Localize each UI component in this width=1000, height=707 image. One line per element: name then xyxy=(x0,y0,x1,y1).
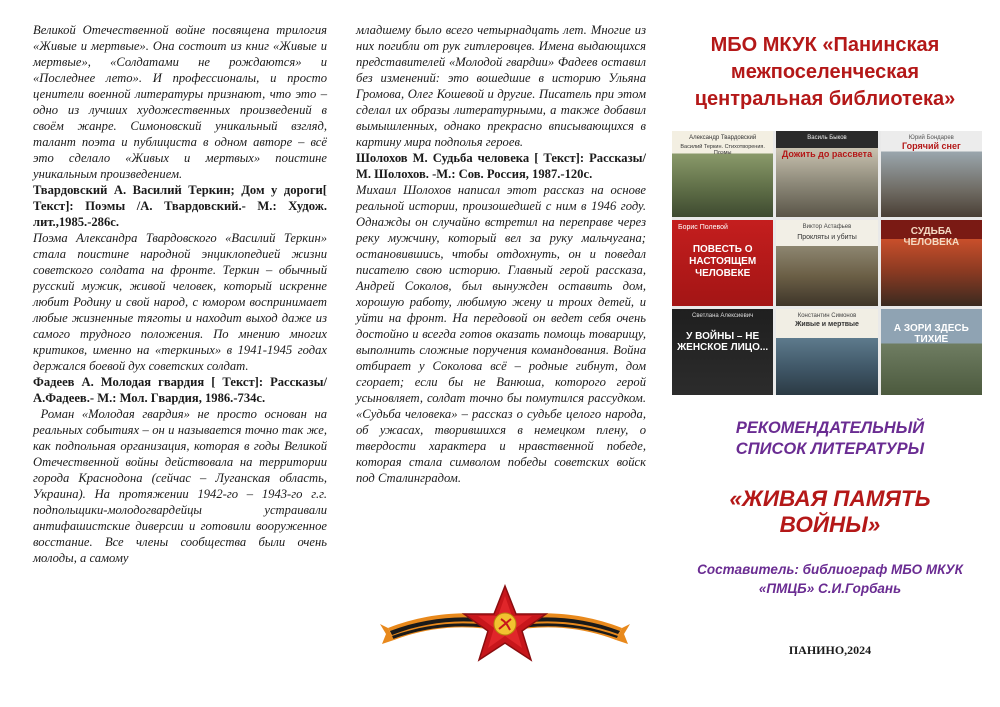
cover-author: Константин Симонов xyxy=(797,313,857,319)
book-cover-terkin xyxy=(672,131,773,217)
cover-title: СУДЬБА ЧЕЛОВЕКА xyxy=(903,226,960,248)
cover-title: Горячий снег xyxy=(901,141,961,151)
city-year: ПАНИНО,2024 xyxy=(788,643,872,657)
book-cover-sudba xyxy=(881,220,982,306)
list-type-line: РЕКОМЕНДАТЕЛЬНЫЙ xyxy=(735,419,925,437)
cover-author: Юрий Бондарев xyxy=(908,135,954,141)
book-covers-collage xyxy=(672,131,982,395)
compiler-line: Составитель: библиограф МБО МКУК xyxy=(697,562,963,577)
left-text-column xyxy=(33,22,331,566)
bib-entry-sudba-cheloveka: Шолохов М. Судьба человека [ Текст]: Рассказы/М. Шолохов. -М.: Сов. Россия, 1987.-120с. xyxy=(356,151,646,181)
cover-author: Василь Быков xyxy=(807,135,847,141)
red-star-icon xyxy=(464,586,546,660)
cover-title: Живые и мертвые xyxy=(795,321,859,328)
bib-entry-molodaya-gvardia: Фадеев А. Молодая гвардия [ Текст]: Рассказы/А.Фадеев.- М.: Мол. Гвардия, 1986.-734с. xyxy=(33,375,327,405)
middle-text-column xyxy=(356,22,646,486)
compiler-credit xyxy=(670,560,990,598)
intro-paragraph: Великой Отечественной войне посвящена трилогия «Живые и мертвые». Она состоит из книг «Живые и мертвые», «Солдатами не рождаются» и «Последнее лето». И профессионалы, и просто ценители военной литературы признают, что это – одно из лучших художественных произведений в своём жанре. Симоновский уникальный взгляд, талант поэта и публициста в одном авторе – всё это сделало «Живых и мертвых» поистине уникальным произведением. xyxy=(33,23,327,181)
book-cover-dozhit xyxy=(776,131,877,217)
cover-title: У ВОЙНЫ – НЕ ЖЕНСКОЕ ЛИЦО... xyxy=(677,331,769,353)
annotation-terkin: Поэма Александра Твардовского «Василий Теркин» стала поистине народной энциклопедией жизни советского солдата на фронте. Теркин – обычный русский мужик, живой человек, который искренне любит Родину и свой народ, с юмором воспринимает любые жизненные тяготы и находит выход даже из самого трудного положения. По мнению многих критиков, именно на «теркиных» в 1941-1945 годах держался боевой дух советских солдат. xyxy=(33,231,327,373)
library-name xyxy=(670,32,980,113)
cover-author: Александр Твардовский xyxy=(689,135,757,141)
cover-author: Светлана Алексиевич xyxy=(692,313,754,319)
cover-panel xyxy=(660,0,1000,707)
cover-author: Виктор Астафьев xyxy=(802,224,852,230)
book-cover-proklyaty xyxy=(776,220,877,306)
bib-entry-terkin: Твардовский А. Василий Теркин; Дом у дороги[ Текст]: Поэмы /А. Твардовский.- М.: Худож. лит.,1985.-286с. xyxy=(33,183,327,229)
list-type-heading xyxy=(680,418,980,460)
library-name-line: МБО МКУК «Панинская xyxy=(710,34,940,56)
book-cover-a-zori xyxy=(881,309,982,395)
cover-title: А ЗОРИ ЗДЕСЬ ТИХИЕ xyxy=(893,323,969,345)
cover-author: Борис Полевой xyxy=(678,224,728,231)
cover-title: Прокляты и убиты xyxy=(797,234,857,241)
annotation-molodaya-gvardia: Роман «Молодая гвардия» не просто основан на реальных событиях – он и называется точно так же, как подпольная организация, которая в годы Великой Отечественной войны действовала на территории города Краснодона (сейчас – Луганская область, Украина). На протяжении 1942-го – 1943-го г.г. подпольщики-молодогвардейцы устраивали антифашистские диверсии и готовили вооруженное восстание. Все члены сообщества были очень молоды, а самому xyxy=(33,407,331,565)
book-cover-u-voyny xyxy=(672,309,773,395)
compiler-line: «ПМЦБ» С.И.Горбань xyxy=(758,581,902,596)
booklet-title xyxy=(680,486,980,538)
cover-title: ПОВЕСТЬ О НАСТОЯЩЕМ ЧЕЛОВЕКЕ xyxy=(689,244,757,279)
book-cover-goryachiy-sneg xyxy=(881,131,982,217)
annotation-sudba-cheloveka: Михаил Шолохов написал этот рассказ на основе реальной истории, произошедшей с ним в 1946 году. Однажды он случайно встретил на переправе через реку мужчину, который вел за руку мальчугана; остановившись, чтобы отдохнуть, он и поведал писателю свою историю. Главный герой рассказа, Андрей Соколов, был вынужден оставить дом, хорошую работу, любимую жену и троих детей, и уйти на фронт. На передовой он ведет себя очень достойно и всегда готов оказать помощь товарищу, выполнить сложные поручения командования. Война отбирает у Соколова всё – родные гибнут, дом сгорает; если бы не Ванюша, которого герой усыновляет, солдат точно бы помутился рассудком. «Судьба человека» – рассказ о судьбе целого народа, об ужасах, творившихся в немецком плену, о твердости характера и нравственной победе, которая стала символом победы советских войск под Сталинградом. xyxy=(356,183,646,485)
victory-star-ribbon-emblem xyxy=(380,584,630,666)
library-name-line: межпоселенческая xyxy=(730,61,920,83)
library-name-line: центральная библиотека» xyxy=(694,88,956,110)
cover-title: Дожить до рассвета xyxy=(781,149,873,159)
book-cover-zhivye xyxy=(776,309,877,395)
booklet-title-line: ВОЙНЫ» xyxy=(779,512,881,537)
booklet-title-line: «ЖИВАЯ ПАМЯТЬ xyxy=(729,486,931,511)
book-cover-povest xyxy=(672,220,773,306)
list-type-line: СПИСОК ЛИТЕРАТУРЫ xyxy=(735,440,925,458)
cover-title: Василий Теркин. Стихотворения. Поэмы xyxy=(680,144,765,156)
annotation-molodaya-gvardia-continued: младшему было всего четырнадцать лет. Многие из них погибли от рук гитлеровцев. Имена выдающихся представителей «Молодой гвардии» Фадеев оставил без изменений: это вошедшие в историю Ульяна Громова, Олег Кошевой и другие. Писатель при этом сделал их образы литературными, а также добавил вымышленных, однако прекрасно вписывающихся в картину мира подполья героев. xyxy=(356,23,646,149)
